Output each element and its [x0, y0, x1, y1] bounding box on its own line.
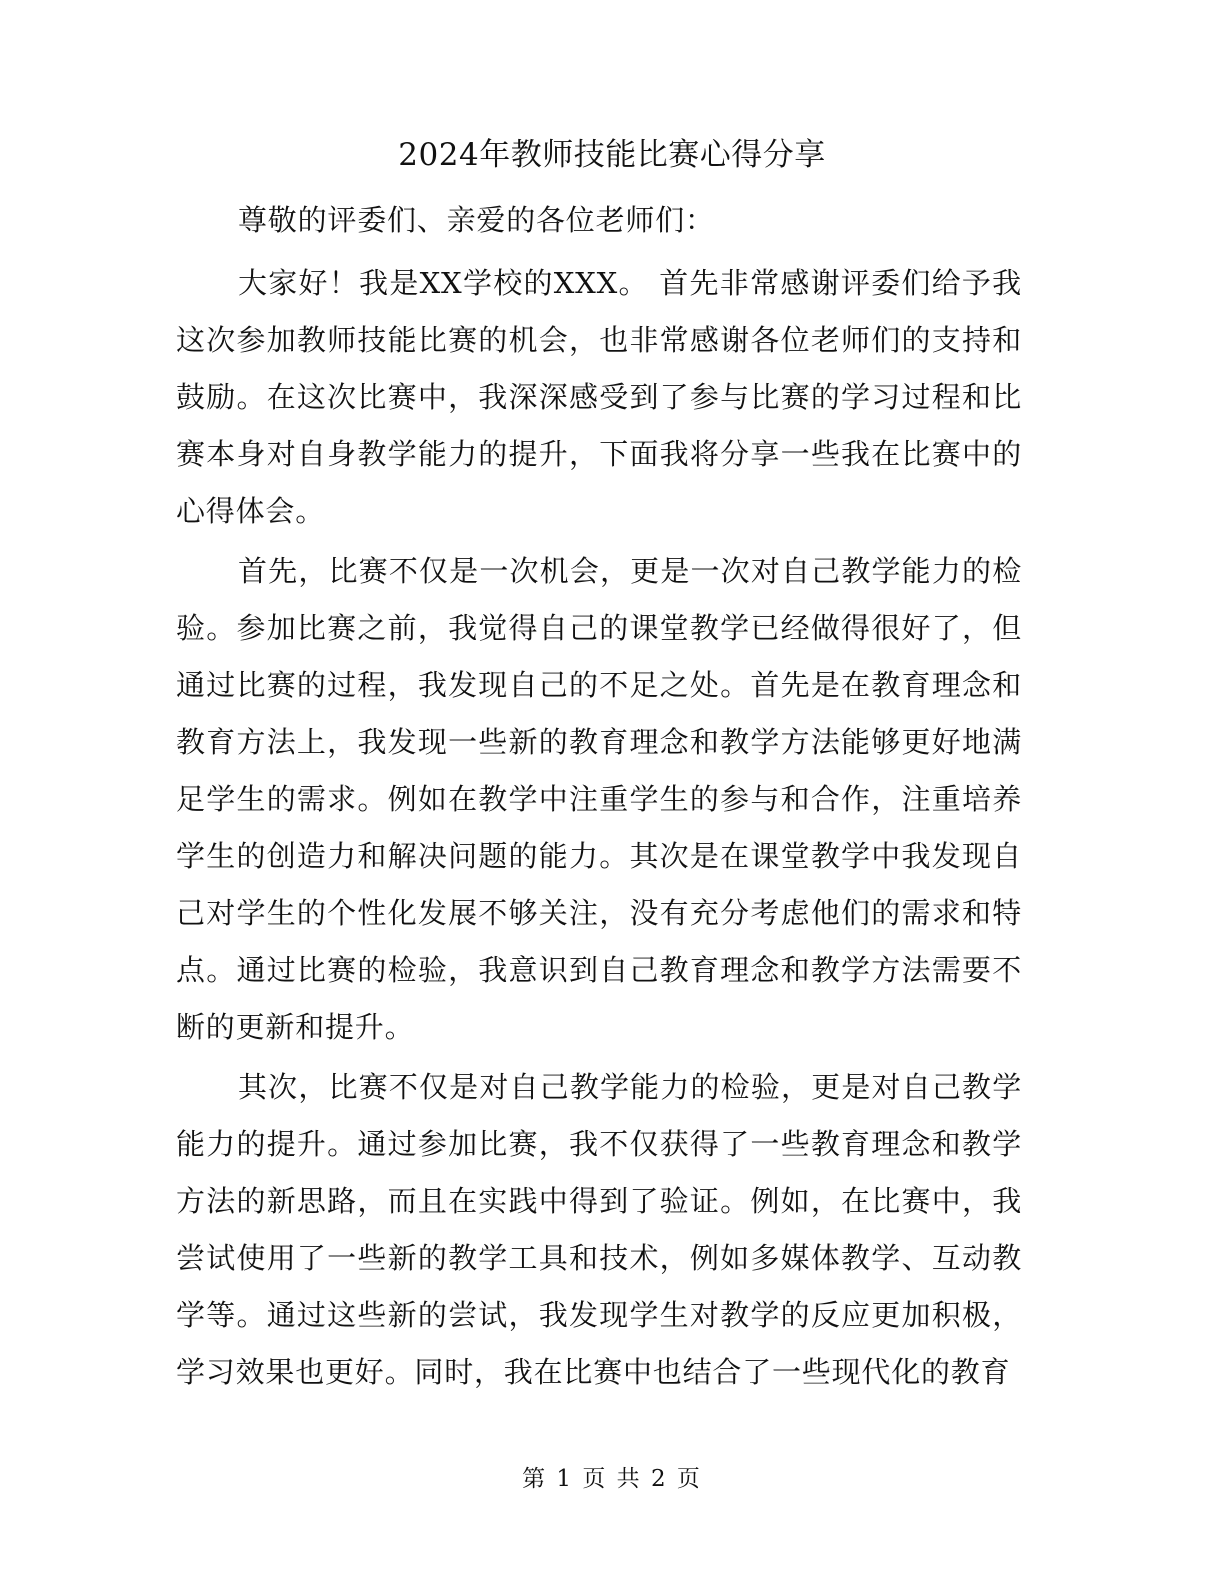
page-number-footer: 第 1 页 共 2 页: [522, 1466, 702, 1492]
intro-paragraph: 大家好！我是XX学校的XXX。 首先非常感谢评委们给予我这次参加教师技能比赛的机会，也非常感谢各位老师们的支持和鼓励。在这次比赛中，我深深感受到了参与比赛的学习过程和比赛本身对自身教学能力的提升，下面我将分享一些我在比赛中的心得体会。: [176, 266, 1022, 528]
greeting-paragraph: 尊敬的评委们、亲爱的各位老师们：: [238, 203, 715, 237]
first-point-paragraph: 首先，比赛不仅是一次机会，更是一次对自己教学能力的检验。参加比赛之前，我觉得自己的课堂教学已经做得很好了，但通过比赛的过程，我发现自己的不足之处。首先是在教育理念和教育方法上，我发现一些新的教育理念和教学方法能够更好地满足学生的需求。例如在教学中注重学生的参与和合作，注重培养学生的创造力和解决问题的能力。其次是在课堂教学中我发现自己对学生的个性化发展不够关注，没有充分考虑他们的需求和特点。通过比赛的检验，我意识到自己教育理念和教学方法需要不断的更新和提升。: [176, 554, 1022, 1044]
document-title: 2024年教师技能比赛心得分享: [398, 137, 826, 173]
document-body: [176, 192, 1022, 1401]
second-point-paragraph: 其次，比赛不仅是对自己教学能力的检验，更是对自己教学能力的提升。通过参加比赛，我不仅获得了一些教育理念和教学方法的新思路，而且在实践中得到了验证。例如，在比赛中，我尝试使用了一些新的教学工具和技术，例如多媒体教学、互动教学等。通过这些新的尝试，我发现学生对教学的反应更加积极，学习效果也更好。同时，我在比赛中也结合了一些现代化的教育: [176, 1070, 1022, 1389]
